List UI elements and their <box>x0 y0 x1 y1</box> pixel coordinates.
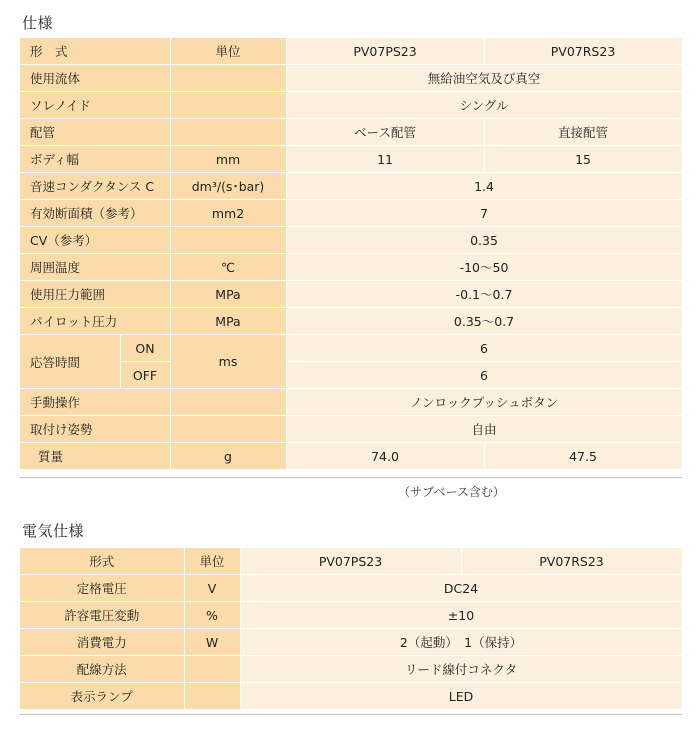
header-type-label: 形式 <box>20 548 184 575</box>
electrical-table <box>20 548 683 710</box>
row-unit: ℃ <box>170 254 286 281</box>
table-row <box>20 227 682 254</box>
table-row <box>20 656 682 683</box>
row-value: 2（起動） 1（保持） <box>240 629 682 656</box>
row-label: 周囲温度 <box>20 254 170 281</box>
response-on-value: 6 <box>286 335 682 362</box>
row-value-a: 74.0 <box>286 443 484 470</box>
table-row <box>20 92 682 119</box>
row-value: 1.4 <box>286 173 682 200</box>
row-unit <box>184 683 240 710</box>
row-label: ボディ幅 <box>20 146 170 173</box>
row-label: 配線方法 <box>20 656 184 683</box>
row-value: ノンロックプッシュボタン <box>286 389 682 416</box>
header-model-a: PV07PS23 <box>240 548 461 575</box>
row-unit <box>170 416 286 443</box>
row-unit: W <box>184 629 240 656</box>
table-row <box>20 200 682 227</box>
row-value: 自由 <box>286 416 682 443</box>
row-unit: % <box>184 602 240 629</box>
row-value-b: 直接配管 <box>484 119 682 146</box>
table-row <box>20 281 682 308</box>
header-model-a: PV07PS23 <box>286 38 484 65</box>
header-unit-label: 単位 <box>170 38 286 65</box>
row-unit: mm2 <box>170 200 286 227</box>
row-value: -10～50 <box>286 254 682 281</box>
row-value-a: ベース配管 <box>286 119 484 146</box>
header-model-b: PV07RS23 <box>484 38 682 65</box>
table-row <box>20 146 682 173</box>
row-label: 取付け姿勢 <box>20 416 170 443</box>
response-off-label: OFF <box>120 362 170 389</box>
table-row <box>20 629 682 656</box>
response-off-value: 6 <box>286 362 682 389</box>
table-row <box>20 389 682 416</box>
spec-table <box>20 38 683 470</box>
response-on-label: ON <box>120 335 170 362</box>
table-row <box>20 575 682 602</box>
row-value: 無給油空気及び真空 <box>286 65 682 92</box>
electrical-table-bottom-rule <box>20 714 682 715</box>
table-row <box>20 173 682 200</box>
header-unit-label: 単位 <box>184 548 240 575</box>
row-unit <box>170 389 286 416</box>
row-label: 定格電圧 <box>20 575 184 602</box>
row-value: リード線付コネクタ <box>240 656 682 683</box>
row-value: 0.35 <box>286 227 682 254</box>
table-row <box>20 416 682 443</box>
response-unit: ms <box>170 335 286 389</box>
row-label: 音速コンダクタンス C <box>20 173 170 200</box>
row-value-b: 15 <box>484 146 682 173</box>
row-unit: V <box>184 575 240 602</box>
row-unit <box>170 92 286 119</box>
row-label: 表示ランプ <box>20 683 184 710</box>
row-label: 質量 <box>20 443 170 470</box>
table-row <box>20 254 682 281</box>
row-value: シングル <box>286 92 682 119</box>
table-row <box>20 65 682 92</box>
table-row <box>20 119 682 146</box>
row-label: 使用流体 <box>20 65 170 92</box>
table-row <box>20 443 682 470</box>
row-unit <box>184 656 240 683</box>
table-row <box>20 308 682 335</box>
header-type-label: 形 式 <box>20 38 170 65</box>
row-unit: MPa <box>170 281 286 308</box>
spec-header-row <box>20 38 682 65</box>
row-unit: mm <box>170 146 286 173</box>
mass-note: （サブベース含む） <box>398 485 505 499</box>
header-model-b: PV07RS23 <box>461 548 682 575</box>
row-label: パイロット圧力 <box>20 308 170 335</box>
row-unit: MPa <box>170 308 286 335</box>
electrical-section-title: 電気仕様 <box>22 522 85 540</box>
row-unit: dm³/(s･bar) <box>170 173 286 200</box>
row-value-b: 47.5 <box>484 443 682 470</box>
row-value: ±10 <box>240 602 682 629</box>
response-time-label: 応答時間 <box>20 335 120 389</box>
row-label: 有効断面積（参考） <box>20 200 170 227</box>
row-unit <box>170 119 286 146</box>
row-value: LED <box>240 683 682 710</box>
row-label: ソレノイド <box>20 92 170 119</box>
row-unit <box>170 227 286 254</box>
row-unit <box>170 65 286 92</box>
row-value-a: 11 <box>286 146 484 173</box>
row-label: 配管 <box>20 119 170 146</box>
row-value: 7 <box>286 200 682 227</box>
row-unit: g <box>170 443 286 470</box>
row-label: CV（参考） <box>20 227 170 254</box>
spec-section-title: 仕様 <box>22 14 54 32</box>
row-value: -0.1～0.7 <box>286 281 682 308</box>
table-row-response-on <box>20 335 682 362</box>
table-row <box>20 683 682 710</box>
row-label: 手動操作 <box>20 389 170 416</box>
table-row <box>20 602 682 629</box>
row-label: 使用圧力範囲 <box>20 281 170 308</box>
row-value: 0.35～0.7 <box>286 308 682 335</box>
row-value: DC24 <box>240 575 682 602</box>
electrical-header-row <box>20 548 682 575</box>
spec-table-bottom-rule <box>20 477 682 478</box>
row-label: 消費電力 <box>20 629 184 656</box>
row-label: 許容電圧変動 <box>20 602 184 629</box>
table-row-response-off <box>20 362 682 389</box>
